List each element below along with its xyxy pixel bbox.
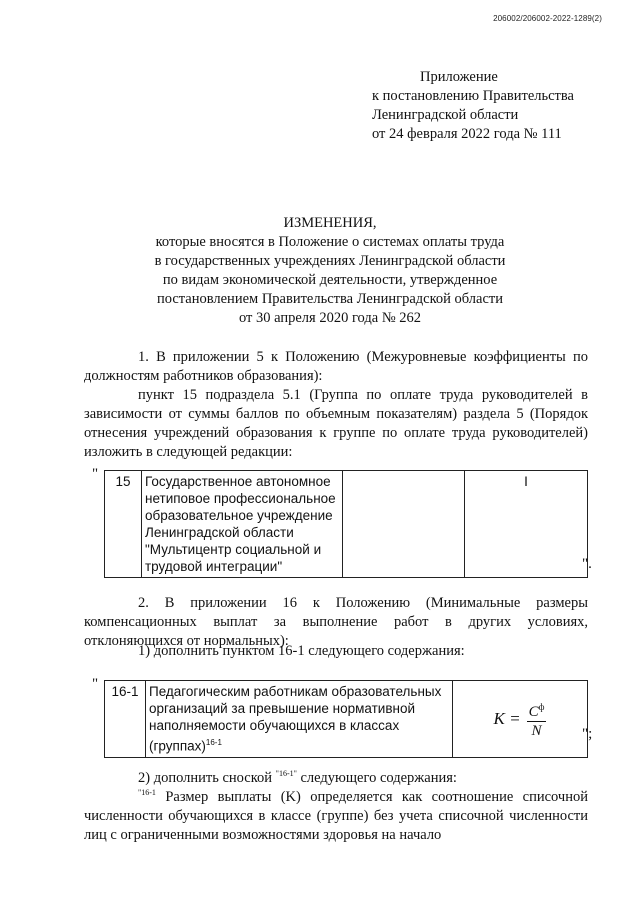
table-row [105, 681, 588, 758]
title-line: в государственных учреждениях Ленинградской области [154, 253, 506, 269]
title-line: постановлением Правительства Ленинградской области [156, 291, 504, 307]
open-quote: " [92, 466, 99, 482]
section1-paragraph: 1. В приложении 5 к Положению (Межуровневые коэффициенты по должностям работников образования): [84, 349, 588, 384]
appendix-line: Ленинградской области [372, 107, 519, 123]
appendix-line: к постановлению Правительства [372, 88, 574, 104]
document-id: 206002/206002-2022-1289(2) [493, 14, 602, 23]
close-quote: "; [582, 726, 593, 742]
table-cell [343, 471, 465, 578]
payment-formula: K = $\frac{C^ф}{N}$ [456, 683, 584, 755]
row-number: 16-1 [105, 681, 146, 758]
formula-cell [453, 681, 588, 758]
section2-paragraph: 2. В приложении 16 к Положению (Минимальные размеры компенсационных выплат за выполнение работ в других условиях, отклоняющихся от нормальных): [84, 595, 588, 649]
close-quote: ". [582, 556, 592, 572]
section2-instruction: 1) дополнить пунктом 16-1 следующего содержания: [138, 643, 465, 659]
section3-paragraph: 2) дополнить сноской $^{"16-1"}$ следующего содержания: [138, 769, 457, 786]
table-amendment-1 [104, 470, 588, 578]
open-quote: " [92, 676, 99, 692]
footnote-text: $^{"16-1}$ Размер выплаты (K) определяется как соотношение списочной численности обучающихся в классе (группе) без учета списочной численности лиц с ограниченными возможностями здоровья на начало [84, 788, 588, 843]
section1-instruction: пункт 15 подраздела 5.1 (Группа по оплате труда руководителей в зависимости от суммы баллов по объемным показателям) раздела 5 (Порядок отнесения учреждений образования к группе по оплате труда руководителей) изложить в следующей редакции: [84, 387, 588, 460]
title-line: от 30 апреля 2020 года № 262 [238, 310, 422, 326]
document-title [60, 214, 600, 328]
appendix-line: Приложение [420, 69, 498, 85]
group-value: I [465, 471, 588, 578]
title-line: которые вносятся в Положение о системах оплаты труда [155, 234, 505, 250]
title-line: по видам экономической деятельности, утвержденное [162, 272, 498, 288]
institution-name: Государственное автономное нетиповое профессиональное образовательное учреждение Ленинградской области "Мультицентр социальной и трудовой интеграции" [142, 471, 343, 578]
payment-description: Педагогическим работникам образовательных организаций за превышение нормативной наполняемости обучающихся в классах (группах)$^{16-1}$ [146, 681, 453, 758]
table-row [105, 471, 588, 578]
row-number: 15 [105, 471, 142, 578]
appendix-header [372, 68, 574, 144]
table-amendment-2 [104, 680, 588, 758]
appendix-line: от 24 февраля 2022 года № 111 [372, 126, 562, 142]
title-heading: ИЗМЕНЕНИЯ, [283, 215, 377, 231]
